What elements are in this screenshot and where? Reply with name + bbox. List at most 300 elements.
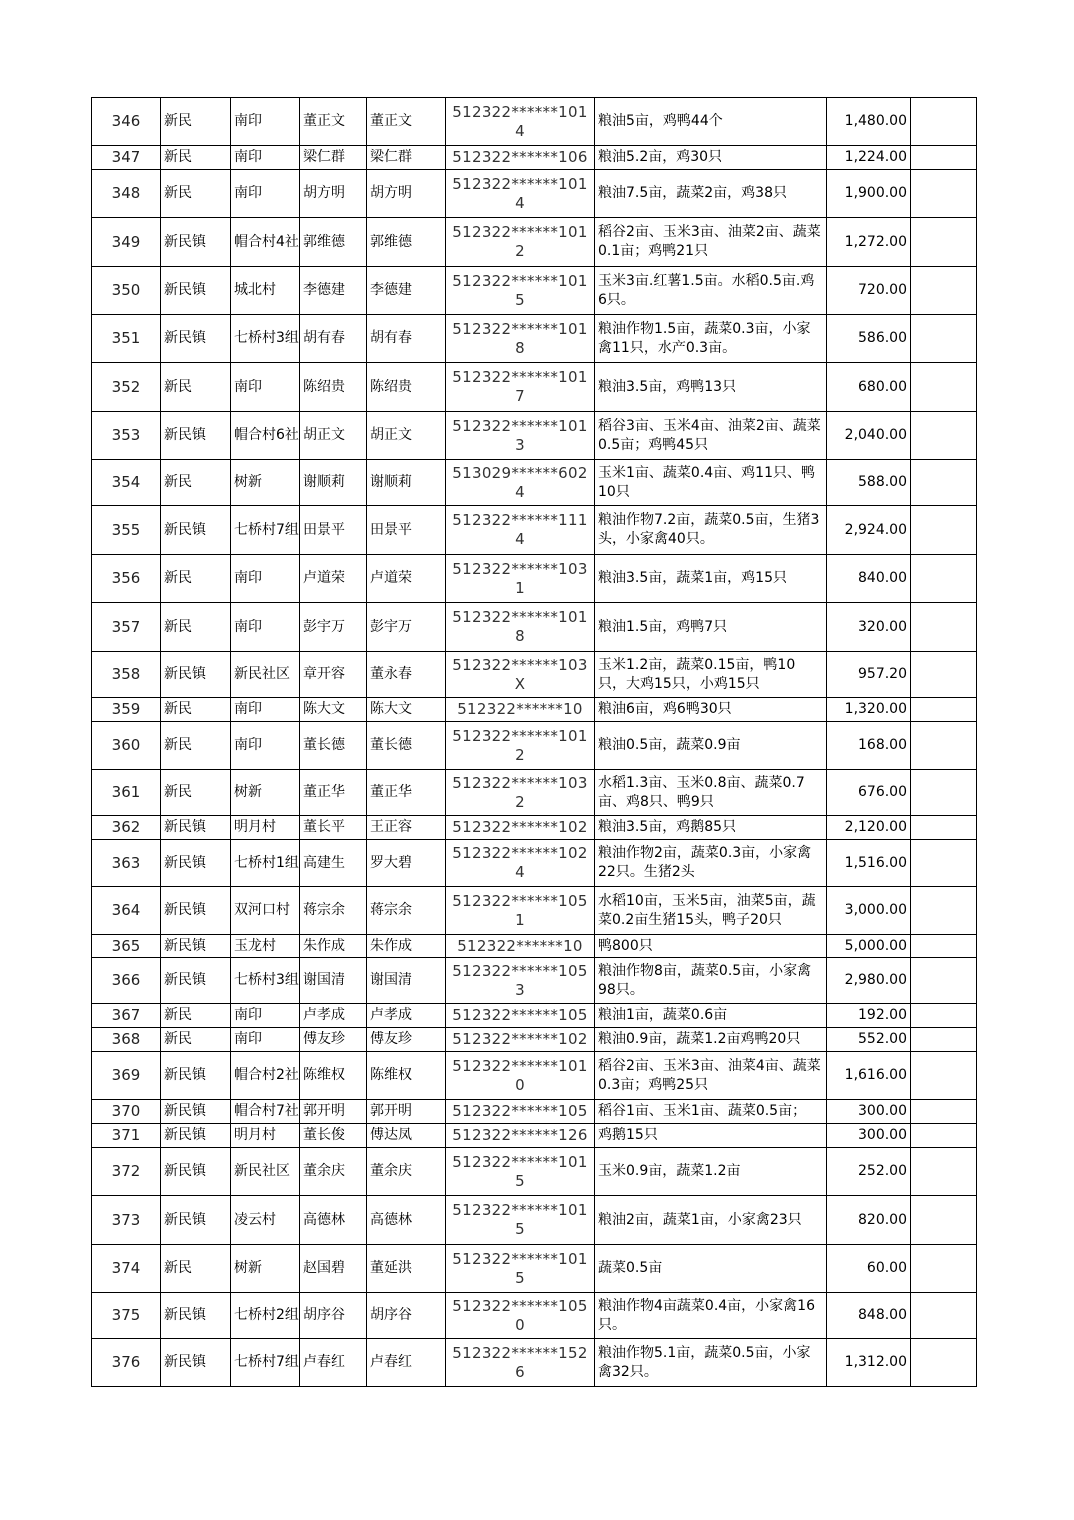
row-number: 371 xyxy=(92,1124,161,1148)
holder-cell: 胡正文 xyxy=(367,412,446,460)
description-cell: 粮油3.5亩，蔬菜1亩，鸡15只 xyxy=(595,555,827,603)
remark-cell xyxy=(911,506,977,555)
amount-cell: 1,480.00 xyxy=(827,98,911,146)
village-cell: 南印 xyxy=(231,1004,300,1028)
id-number-cell: 512322******1526 xyxy=(446,1339,595,1387)
row-number: 348 xyxy=(92,170,161,218)
name-cell: 朱作成 xyxy=(300,935,367,958)
name-cell: 谢顺莉 xyxy=(300,460,367,506)
table-row xyxy=(92,887,977,935)
name-cell: 章开容 xyxy=(300,652,367,698)
remark-cell xyxy=(911,652,977,698)
town-cell: 新民镇 xyxy=(161,935,231,958)
description-cell: 稻谷2亩、玉米3亩、油菜2亩、蔬菜0.1亩；鸡鸭21只 xyxy=(595,218,827,267)
id-number-cell: 512322******1050 xyxy=(446,1293,595,1339)
table-row xyxy=(92,652,977,698)
amount-cell: 320.00 xyxy=(827,603,911,652)
name-cell: 董余庆 xyxy=(300,1148,367,1196)
town-cell: 新民 xyxy=(161,363,231,412)
amount-cell: 1,320.00 xyxy=(827,698,911,722)
row-number: 369 xyxy=(92,1052,161,1100)
id-number-cell: 512322******1053 xyxy=(446,958,595,1004)
remark-cell xyxy=(911,555,977,603)
remark-cell xyxy=(911,840,977,887)
holder-cell: 董永春 xyxy=(367,652,446,698)
description-cell: 粮油作物8亩，蔬菜0.5亩，小家禽98只。 xyxy=(595,958,827,1004)
town-cell: 新民 xyxy=(161,98,231,146)
town-cell: 新民镇 xyxy=(161,1339,231,1387)
table-row xyxy=(92,218,977,267)
row-number: 364 xyxy=(92,887,161,935)
holder-cell: 董延洪 xyxy=(367,1245,446,1293)
amount-cell: 5,000.00 xyxy=(827,935,911,958)
town-cell: 新民镇 xyxy=(161,958,231,1004)
name-cell: 郭开明 xyxy=(300,1100,367,1124)
village-cell: 七桥村3组 xyxy=(231,958,300,1004)
table-body xyxy=(92,98,977,1387)
name-cell: 高德林 xyxy=(300,1196,367,1245)
name-cell: 卢孝成 xyxy=(300,1004,367,1028)
name-cell: 胡序谷 xyxy=(300,1293,367,1339)
amount-cell: 60.00 xyxy=(827,1245,911,1293)
holder-cell: 郭开明 xyxy=(367,1100,446,1124)
remark-cell xyxy=(911,722,977,770)
holder-cell: 彭宇万 xyxy=(367,603,446,652)
remark-cell xyxy=(911,170,977,218)
holder-cell: 高德林 xyxy=(367,1196,446,1245)
town-cell: 新民镇 xyxy=(161,1124,231,1148)
row-number: 372 xyxy=(92,1148,161,1196)
description-cell: 粮油3.5亩，鸡鸭13只 xyxy=(595,363,827,412)
id-number-cell: 512322******126 xyxy=(446,1124,595,1148)
holder-cell: 谢国清 xyxy=(367,958,446,1004)
remark-cell xyxy=(911,935,977,958)
remark-cell xyxy=(911,770,977,816)
holder-cell: 罗大碧 xyxy=(367,840,446,887)
row-number: 376 xyxy=(92,1339,161,1387)
town-cell: 新民镇 xyxy=(161,887,231,935)
name-cell: 董正华 xyxy=(300,770,367,816)
village-cell: 七桥村1组 xyxy=(231,840,300,887)
row-number: 367 xyxy=(92,1004,161,1028)
holder-cell: 李德建 xyxy=(367,267,446,315)
amount-cell: 720.00 xyxy=(827,267,911,315)
id-number-cell: 512322******1014 xyxy=(446,98,595,146)
remark-cell xyxy=(911,218,977,267)
town-cell: 新民 xyxy=(161,698,231,722)
remark-cell xyxy=(911,1004,977,1028)
remark-cell xyxy=(911,1124,977,1148)
table-row xyxy=(92,1100,977,1124)
name-cell: 郭维德 xyxy=(300,218,367,267)
name-cell: 董长俊 xyxy=(300,1124,367,1148)
village-cell: 明月村 xyxy=(231,816,300,840)
town-cell: 新民 xyxy=(161,770,231,816)
id-number-cell: 512322******1015 xyxy=(446,1148,595,1196)
village-cell: 帽合村4社 xyxy=(231,218,300,267)
remark-cell xyxy=(911,1100,977,1124)
amount-cell: 1,616.00 xyxy=(827,1052,911,1100)
table-row xyxy=(92,1148,977,1196)
row-number: 350 xyxy=(92,267,161,315)
village-cell: 七桥村2组 xyxy=(231,1293,300,1339)
name-cell: 陈绍贵 xyxy=(300,363,367,412)
village-cell: 帽合村6社 xyxy=(231,412,300,460)
name-cell: 赵国碧 xyxy=(300,1245,367,1293)
town-cell: 新民 xyxy=(161,722,231,770)
name-cell: 董长平 xyxy=(300,816,367,840)
remark-cell xyxy=(911,816,977,840)
id-number-cell: 512322******1051 xyxy=(446,887,595,935)
id-number-cell: 512322******105 xyxy=(446,1100,595,1124)
amount-cell: 252.00 xyxy=(827,1148,911,1196)
amount-cell: 848.00 xyxy=(827,1293,911,1339)
amount-cell: 2,924.00 xyxy=(827,506,911,555)
row-number: 373 xyxy=(92,1196,161,1245)
name-cell: 陈大文 xyxy=(300,698,367,722)
row-number: 362 xyxy=(92,816,161,840)
town-cell: 新民镇 xyxy=(161,1100,231,1124)
holder-cell: 卢孝成 xyxy=(367,1004,446,1028)
name-cell: 梁仁群 xyxy=(300,146,367,170)
holder-cell: 卢春红 xyxy=(367,1339,446,1387)
village-cell: 南印 xyxy=(231,722,300,770)
id-number-cell: 512322******102 xyxy=(446,816,595,840)
holder-cell: 董正文 xyxy=(367,98,446,146)
name-cell: 胡方明 xyxy=(300,170,367,218)
village-cell: 七桥村7组 xyxy=(231,1339,300,1387)
town-cell: 新民镇 xyxy=(161,315,231,363)
name-cell: 傅友珍 xyxy=(300,1028,367,1052)
village-cell: 新民社区 xyxy=(231,652,300,698)
table-row xyxy=(92,170,977,218)
table-row xyxy=(92,603,977,652)
holder-cell: 胡方明 xyxy=(367,170,446,218)
town-cell: 新民镇 xyxy=(161,840,231,887)
amount-cell: 2,120.00 xyxy=(827,816,911,840)
table-row xyxy=(92,98,977,146)
row-number: 356 xyxy=(92,555,161,603)
village-cell: 凌云村 xyxy=(231,1196,300,1245)
table-row xyxy=(92,412,977,460)
town-cell: 新民 xyxy=(161,170,231,218)
town-cell: 新民镇 xyxy=(161,1196,231,1245)
remark-cell xyxy=(911,603,977,652)
table-row xyxy=(92,698,977,722)
subsidy-table xyxy=(91,97,977,1387)
table-row xyxy=(92,1245,977,1293)
village-cell: 帽合村7社 xyxy=(231,1100,300,1124)
remark-cell xyxy=(911,146,977,170)
town-cell: 新民镇 xyxy=(161,412,231,460)
id-number-cell: 512322******1024 xyxy=(446,840,595,887)
remark-cell xyxy=(911,267,977,315)
description-cell: 粮油作物4亩蔬菜0.4亩，小家禽16只。 xyxy=(595,1293,827,1339)
village-cell: 南印 xyxy=(231,603,300,652)
name-cell: 彭宇万 xyxy=(300,603,367,652)
village-cell: 新民社区 xyxy=(231,1148,300,1196)
row-number: 363 xyxy=(92,840,161,887)
table-row xyxy=(92,460,977,506)
town-cell: 新民镇 xyxy=(161,816,231,840)
id-number-cell: 512322******1012 xyxy=(446,218,595,267)
amount-cell: 552.00 xyxy=(827,1028,911,1052)
name-cell: 陈维权 xyxy=(300,1052,367,1100)
remark-cell xyxy=(911,1245,977,1293)
row-number: 353 xyxy=(92,412,161,460)
holder-cell: 王正容 xyxy=(367,816,446,840)
village-cell: 双河口村 xyxy=(231,887,300,935)
amount-cell: 840.00 xyxy=(827,555,911,603)
description-cell: 蔬菜0.5亩 xyxy=(595,1245,827,1293)
town-cell: 新民 xyxy=(161,460,231,506)
village-cell: 玉龙村 xyxy=(231,935,300,958)
description-cell: 水稻10亩，玉米5亩，油菜5亩，蔬菜0.2亩生猪15头，鸭子20只 xyxy=(595,887,827,935)
amount-cell: 192.00 xyxy=(827,1004,911,1028)
description-cell: 粮油0.5亩，蔬菜0.9亩 xyxy=(595,722,827,770)
description-cell: 稻谷3亩、玉米4亩、油菜2亩、蔬菜0.5亩；鸡鸭45只 xyxy=(595,412,827,460)
row-number: 354 xyxy=(92,460,161,506)
description-cell: 粮油作物1.5亩，蔬菜0.3亩，小家禽11只，水产0.3亩。 xyxy=(595,315,827,363)
village-cell: 七桥村7组 xyxy=(231,506,300,555)
row-number: 370 xyxy=(92,1100,161,1124)
remark-cell xyxy=(911,98,977,146)
row-number: 355 xyxy=(92,506,161,555)
description-cell: 玉米1亩、蔬菜0.4亩、鸡11只、鸭10只 xyxy=(595,460,827,506)
id-number-cell: 512322******1015 xyxy=(446,1245,595,1293)
village-cell: 树新 xyxy=(231,1245,300,1293)
description-cell: 粮油作物2亩，蔬菜0.3亩，小家禽22只。生猪2头 xyxy=(595,840,827,887)
amount-cell: 588.00 xyxy=(827,460,911,506)
id-number-cell: 512322******1114 xyxy=(446,506,595,555)
holder-cell: 董余庆 xyxy=(367,1148,446,1196)
id-number-cell: 512322******1014 xyxy=(446,170,595,218)
amount-cell: 300.00 xyxy=(827,1124,911,1148)
village-cell: 南印 xyxy=(231,698,300,722)
name-cell: 胡正文 xyxy=(300,412,367,460)
row-number: 368 xyxy=(92,1028,161,1052)
description-cell: 粮油3.5亩，鸡鹅85只 xyxy=(595,816,827,840)
remark-cell xyxy=(911,698,977,722)
name-cell: 蒋宗余 xyxy=(300,887,367,935)
table-row xyxy=(92,506,977,555)
remark-cell xyxy=(911,1148,977,1196)
remark-cell xyxy=(911,958,977,1004)
town-cell: 新民 xyxy=(161,1004,231,1028)
row-number: 351 xyxy=(92,315,161,363)
table-row xyxy=(92,958,977,1004)
id-number-cell: 512322******106 xyxy=(446,146,595,170)
id-number-cell: 512322******1031 xyxy=(446,555,595,603)
row-number: 360 xyxy=(92,722,161,770)
description-cell: 粮油6亩，鸡6鸭30只 xyxy=(595,698,827,722)
village-cell: 树新 xyxy=(231,770,300,816)
row-number: 366 xyxy=(92,958,161,1004)
description-cell: 稻谷2亩、玉米3亩、油菜4亩、蔬菜0.3亩；鸡鸭25只 xyxy=(595,1052,827,1100)
description-cell: 粮油5亩，鸡鸭44个 xyxy=(595,98,827,146)
table-row xyxy=(92,816,977,840)
id-number-cell: 512322******1015 xyxy=(446,1196,595,1245)
town-cell: 新民 xyxy=(161,555,231,603)
table-row xyxy=(92,1004,977,1028)
holder-cell: 蒋宗余 xyxy=(367,887,446,935)
row-number: 359 xyxy=(92,698,161,722)
amount-cell: 2,040.00 xyxy=(827,412,911,460)
id-number-cell: 512322******1010 xyxy=(446,1052,595,1100)
amount-cell: 300.00 xyxy=(827,1100,911,1124)
town-cell: 新民镇 xyxy=(161,1293,231,1339)
table-row xyxy=(92,722,977,770)
description-cell: 粮油1.5亩，鸡鸭7只 xyxy=(595,603,827,652)
amount-cell: 680.00 xyxy=(827,363,911,412)
description-cell: 鸡鹅15只 xyxy=(595,1124,827,1148)
name-cell: 李德建 xyxy=(300,267,367,315)
name-cell: 胡有春 xyxy=(300,315,367,363)
table-row xyxy=(92,1028,977,1052)
id-number-cell: 512322******105 xyxy=(446,1004,595,1028)
village-cell: 帽合村2社 xyxy=(231,1052,300,1100)
name-cell: 谢国清 xyxy=(300,958,367,1004)
description-cell: 玉米3亩.红薯1.5亩。水稻0.5亩.鸡6只。 xyxy=(595,267,827,315)
village-cell: 明月村 xyxy=(231,1124,300,1148)
holder-cell: 陈维权 xyxy=(367,1052,446,1100)
row-number: 347 xyxy=(92,146,161,170)
id-number-cell: 512322******10 xyxy=(446,698,595,722)
amount-cell: 3,000.00 xyxy=(827,887,911,935)
holder-cell: 郭维德 xyxy=(367,218,446,267)
amount-cell: 1,272.00 xyxy=(827,218,911,267)
town-cell: 新民 xyxy=(161,1028,231,1052)
holder-cell: 董长德 xyxy=(367,722,446,770)
id-number-cell: 512322******1017 xyxy=(446,363,595,412)
village-cell: 南印 xyxy=(231,146,300,170)
description-cell: 粮油2亩，蔬菜1亩，小家禽23只 xyxy=(595,1196,827,1245)
remark-cell xyxy=(911,460,977,506)
table-row xyxy=(92,555,977,603)
table-row xyxy=(92,1339,977,1387)
description-cell: 粮油作物7.2亩，蔬菜0.5亩，生猪3头，小家禽40只。 xyxy=(595,506,827,555)
id-number-cell: 512322******10 xyxy=(446,935,595,958)
id-number-cell: 512322******1013 xyxy=(446,412,595,460)
holder-cell: 卢道荣 xyxy=(367,555,446,603)
remark-cell xyxy=(911,412,977,460)
name-cell: 田景平 xyxy=(300,506,367,555)
table-row xyxy=(92,267,977,315)
table-row xyxy=(92,363,977,412)
holder-cell: 傅友珍 xyxy=(367,1028,446,1052)
holder-cell: 朱作成 xyxy=(367,935,446,958)
town-cell: 新民镇 xyxy=(161,1148,231,1196)
remark-cell xyxy=(911,887,977,935)
amount-cell: 1,516.00 xyxy=(827,840,911,887)
row-number: 375 xyxy=(92,1293,161,1339)
description-cell: 稻谷1亩、玉米1亩、蔬菜0.5亩； xyxy=(595,1100,827,1124)
row-number: 349 xyxy=(92,218,161,267)
holder-cell: 陈绍贵 xyxy=(367,363,446,412)
remark-cell xyxy=(911,1196,977,1245)
name-cell: 卢道荣 xyxy=(300,555,367,603)
town-cell: 新民镇 xyxy=(161,267,231,315)
village-cell: 南印 xyxy=(231,363,300,412)
village-cell: 南印 xyxy=(231,555,300,603)
table-row xyxy=(92,146,977,170)
row-number: 358 xyxy=(92,652,161,698)
name-cell: 高建生 xyxy=(300,840,367,887)
id-number-cell: 512322******1032 xyxy=(446,770,595,816)
village-cell: 南印 xyxy=(231,170,300,218)
remark-cell xyxy=(911,1028,977,1052)
description-cell: 粮油1亩，蔬菜0.6亩 xyxy=(595,1004,827,1028)
row-number: 357 xyxy=(92,603,161,652)
description-cell: 玉米0.9亩，蔬菜1.2亩 xyxy=(595,1148,827,1196)
description-cell: 鸭800只 xyxy=(595,935,827,958)
description-cell: 粮油0.9亩，蔬菜1.2亩鸡鸭20只 xyxy=(595,1028,827,1052)
table-row xyxy=(92,1293,977,1339)
town-cell: 新民 xyxy=(161,1245,231,1293)
holder-cell: 傅达凤 xyxy=(367,1124,446,1148)
name-cell: 董正文 xyxy=(300,98,367,146)
table-row xyxy=(92,1124,977,1148)
remark-cell xyxy=(911,315,977,363)
town-cell: 新民 xyxy=(161,146,231,170)
name-cell: 卢春红 xyxy=(300,1339,367,1387)
amount-cell: 676.00 xyxy=(827,770,911,816)
village-cell: 南印 xyxy=(231,98,300,146)
town-cell: 新民镇 xyxy=(161,506,231,555)
amount-cell: 168.00 xyxy=(827,722,911,770)
holder-cell: 胡有春 xyxy=(367,315,446,363)
amount-cell: 1,224.00 xyxy=(827,146,911,170)
description-cell: 粮油5.2亩，鸡30只 xyxy=(595,146,827,170)
town-cell: 新民 xyxy=(161,603,231,652)
remark-cell xyxy=(911,363,977,412)
amount-cell: 2,980.00 xyxy=(827,958,911,1004)
holder-cell: 谢顺莉 xyxy=(367,460,446,506)
town-cell: 新民镇 xyxy=(161,218,231,267)
amount-cell: 1,312.00 xyxy=(827,1339,911,1387)
id-number-cell: 512322******103X xyxy=(446,652,595,698)
holder-cell: 胡序谷 xyxy=(367,1293,446,1339)
name-cell: 董长德 xyxy=(300,722,367,770)
row-number: 365 xyxy=(92,935,161,958)
amount-cell: 1,900.00 xyxy=(827,170,911,218)
row-number: 374 xyxy=(92,1245,161,1293)
amount-cell: 820.00 xyxy=(827,1196,911,1245)
description-cell: 水稻1.3亩、玉米0.8亩、蔬菜0.7亩、鸡8只、鸭9只 xyxy=(595,770,827,816)
remark-cell xyxy=(911,1339,977,1387)
row-number: 352 xyxy=(92,363,161,412)
amount-cell: 957.20 xyxy=(827,652,911,698)
description-cell: 玉米1.2亩，蔬菜0.15亩，鸭10只，大鸡15只，小鸡15只 xyxy=(595,652,827,698)
holder-cell: 董正华 xyxy=(367,770,446,816)
table-row xyxy=(92,840,977,887)
table-row xyxy=(92,315,977,363)
table-row xyxy=(92,935,977,958)
holder-cell: 田景平 xyxy=(367,506,446,555)
id-number-cell: 512322******1012 xyxy=(446,722,595,770)
remark-cell xyxy=(911,1293,977,1339)
row-number: 361 xyxy=(92,770,161,816)
id-number-cell: 512322******1015 xyxy=(446,267,595,315)
id-number-cell: 513029******6024 xyxy=(446,460,595,506)
table-row xyxy=(92,1196,977,1245)
id-number-cell: 512322******102 xyxy=(446,1028,595,1052)
amount-cell: 586.00 xyxy=(827,315,911,363)
description-cell: 粮油7.5亩，蔬菜2亩，鸡38只 xyxy=(595,170,827,218)
village-cell: 南印 xyxy=(231,1028,300,1052)
holder-cell: 梁仁群 xyxy=(367,146,446,170)
id-number-cell: 512322******1018 xyxy=(446,603,595,652)
